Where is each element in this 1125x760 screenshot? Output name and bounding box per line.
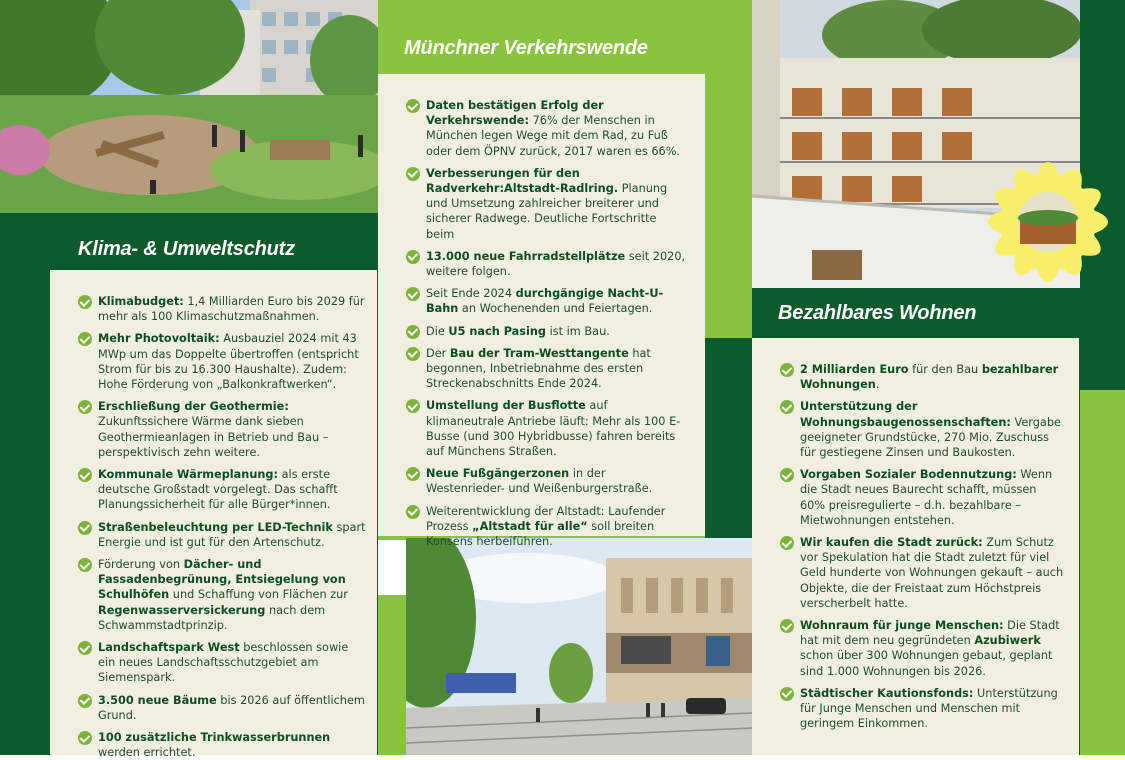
list-item bbox=[780, 535, 1065, 611]
list-item-fragment: spart Energie und ist gut für den Artenschutz. bbox=[98, 520, 366, 549]
list-item-text bbox=[426, 324, 610, 339]
list-item-fragment: werden errichtet. bbox=[98, 746, 196, 760]
list-item-emphasis: bezahlbarer Wohnungen bbox=[800, 363, 1059, 392]
check-icon bbox=[78, 731, 92, 745]
list-item-emphasis: durchgängige Nacht-U-Bahn bbox=[426, 287, 664, 316]
check-icon bbox=[78, 641, 92, 655]
list-item-text bbox=[426, 249, 687, 279]
check-icon bbox=[780, 536, 794, 550]
list-item-emphasis: Umstellung der Busflotte bbox=[426, 399, 586, 413]
list-item-text bbox=[98, 693, 367, 723]
list-item bbox=[406, 249, 687, 279]
list-item-fragment: Weiterentwicklung der Altstadt: Laufender Prozess bbox=[426, 504, 666, 533]
list-item-emphasis: Vorgaben Sozialer Bodennutzung: bbox=[800, 468, 1017, 482]
list-item-emphasis: Mehr Photovoltaik: bbox=[98, 332, 220, 346]
list-item-fragment: Planung und Umsetzung zahlreicher breiterer und sicherer Radwege. Deutliche Fortschritte beim bbox=[426, 182, 668, 241]
climate-list bbox=[78, 294, 367, 760]
list-item-text bbox=[800, 618, 1065, 679]
list-item-text bbox=[426, 346, 687, 392]
list-item-fragment: Der bbox=[426, 346, 450, 360]
list-item bbox=[406, 286, 687, 316]
list-item bbox=[78, 399, 367, 460]
list-item-text bbox=[98, 331, 367, 392]
list-item bbox=[406, 166, 687, 242]
list-item-fragment: schon über 300 Wohnungen gebaut, geplant sind 1.000 Wohnungen bis 2026. bbox=[800, 649, 1053, 678]
list-item-emphasis: Städtischer Kautionsfonds: bbox=[800, 686, 974, 700]
list-item-emphasis: 13.000 neue Fahrradstellplätze bbox=[426, 249, 626, 263]
list-item-text bbox=[800, 362, 1065, 392]
list-item-emphasis: Erschließung der Geothermie: bbox=[98, 400, 289, 414]
list-item-emphasis: 3.500 neue Bäume bbox=[98, 693, 217, 707]
list-item bbox=[78, 520, 367, 550]
list-item-emphasis: Straßenbeleuchtung per LED-Technik bbox=[98, 520, 333, 534]
check-icon bbox=[406, 325, 420, 339]
sunflower-logo bbox=[968, 140, 1125, 310]
list-item bbox=[78, 294, 367, 324]
traffic-bg-lower bbox=[378, 595, 406, 755]
list-item-text bbox=[800, 467, 1065, 528]
list-item-text bbox=[800, 399, 1065, 460]
list-item-fragment: Zukunftssichere Wärme dank sieben Geothermieanlagen in Betrieb und Bau – perspektivisch zehn weitere. bbox=[98, 415, 329, 459]
list-item bbox=[78, 331, 367, 392]
list-item bbox=[406, 98, 687, 159]
list-item-emphasis: Bau der Tram-Westtangente bbox=[449, 346, 629, 360]
housing-title: Bezahlbares Wohnen bbox=[778, 302, 977, 324]
check-icon bbox=[78, 332, 92, 346]
housing-panel bbox=[752, 338, 1079, 755]
list-item bbox=[78, 640, 367, 686]
check-icon bbox=[780, 468, 794, 482]
list-item-text bbox=[98, 294, 367, 324]
list-item-fragment: 1,4 Milliarden Euro bis 2029 für mehr als 100 Klimaschutzmaßnahmen. bbox=[98, 295, 365, 324]
list-item-fragment: bis 2026 auf öffentlichem Grund. bbox=[98, 693, 365, 722]
list-item bbox=[78, 557, 367, 633]
tram-square-photo bbox=[406, 538, 752, 755]
traffic-panel bbox=[378, 74, 705, 549]
list-item-fragment: als erste deutsche Großstadt vorgelegt. Das schafft Planungssicherheit für alle Bürger*innen. bbox=[98, 468, 338, 512]
list-item-fragment: und Schaffung von Flächen zur bbox=[169, 588, 348, 602]
list-item-fragment: nach dem Schwammstadtprinzip. bbox=[98, 603, 326, 632]
list-item bbox=[406, 398, 687, 459]
list-item-emphasis: Dächer- und Fassadenbegrünung, Entsiegelung von Schulhöfen bbox=[98, 558, 346, 602]
traffic-list bbox=[406, 98, 687, 549]
check-icon bbox=[78, 400, 92, 414]
list-item-text bbox=[426, 466, 687, 496]
check-icon bbox=[406, 99, 420, 113]
list-item-fragment: Förderung von bbox=[98, 558, 184, 572]
list-item-text bbox=[98, 399, 367, 460]
list-item-fragment: Unterstützung für Junge Menschen und Menschen mit geringem Einkommen. bbox=[800, 686, 1058, 731]
check-icon bbox=[406, 167, 420, 181]
list-item-text bbox=[426, 98, 687, 159]
list-item-text bbox=[426, 504, 687, 550]
list-item-fragment: Ausbauziel 2024 mit 43 MWp um das Doppelte übertroffen (entspricht Strom für bis zu 16.300 Haushalte). Zudem: Hohe Förderung von „Balkonkraftwerken“. bbox=[98, 332, 359, 392]
list-item-text bbox=[98, 557, 367, 633]
list-item-fragment: soll breiten Konsens herbeiführen. bbox=[426, 519, 655, 549]
check-icon bbox=[78, 694, 92, 708]
list-item-emphasis: Daten bestätigen Erfolg der Verkehrswende: bbox=[426, 99, 604, 128]
list-item-text bbox=[426, 166, 687, 242]
list-item-text bbox=[98, 640, 367, 686]
list-item-emphasis: „Altstadt für alle“ bbox=[472, 519, 588, 533]
list-item-emphasis: Regenwasserversickerung bbox=[98, 603, 266, 617]
list-item-text bbox=[800, 686, 1065, 732]
check-icon bbox=[406, 347, 420, 361]
list-item-fragment: 76% der Menschen in München legen Wege mit dem Rad, zu Fuß oder dem ÖPNV zurück, 2017 waren es 66%. bbox=[426, 114, 681, 158]
list-item bbox=[780, 399, 1065, 460]
list-item bbox=[780, 467, 1065, 528]
list-item-fragment: Zum Schutz vor Spekulation hat die Stadt zuletzt für viel Geld hunderte von Wohnungen gekauft – auch Objekte, die der Freistaat zum Höchstpreis verscherbelt hatte. bbox=[800, 536, 1064, 610]
check-icon bbox=[780, 619, 794, 633]
list-item-fragment: an Wochenenden und Feiertagen. bbox=[458, 302, 653, 316]
list-item-emphasis: U5 nach Pasing bbox=[448, 324, 547, 338]
check-icon bbox=[780, 400, 794, 414]
list-item bbox=[78, 467, 367, 513]
housing-list bbox=[780, 362, 1065, 731]
list-item-emphasis: Verbesserungen für den Radverkehr: bbox=[426, 166, 580, 196]
list-item bbox=[406, 346, 687, 392]
check-icon bbox=[406, 505, 420, 519]
list-item-fragment: Seit Ende 2024 bbox=[426, 287, 516, 301]
list-item-emphasis: Klimabudget: bbox=[98, 295, 184, 308]
check-icon bbox=[78, 521, 92, 535]
check-icon bbox=[780, 687, 794, 701]
list-item-emphasis: Wir kaufen die Stadt zurück: bbox=[800, 536, 983, 550]
list-item-fragment: Wenn die Stadt neues Baurecht schafft, müssen 60% preisregulierte – d.h. bezahlbare – Mietwohnungen entstehen. bbox=[800, 468, 1053, 527]
list-item-text bbox=[98, 730, 367, 760]
list-item-fragment: Vergabe geeigneter Grundstücke, 270 Mio. Zuschuss für gestiegene Zinsen und Baukosten. bbox=[800, 415, 1061, 460]
traffic-title: Münchner Verkehrswende bbox=[404, 37, 648, 59]
list-item-emphasis: Neue Fußgängerzonen bbox=[426, 467, 570, 481]
list-item bbox=[78, 693, 367, 723]
check-icon bbox=[78, 558, 92, 572]
check-icon bbox=[78, 468, 92, 482]
list-item-fragment: Die bbox=[426, 324, 449, 338]
list-item-text bbox=[800, 535, 1065, 611]
list-item-emphasis: 2 Milliarden Euro bbox=[800, 363, 909, 376]
list-item-fragment: für den Bau bbox=[908, 363, 982, 376]
green-strip bbox=[705, 338, 752, 538]
list-item bbox=[780, 618, 1065, 679]
list-item bbox=[406, 504, 687, 550]
list-item-fragment: . bbox=[875, 378, 880, 392]
check-icon bbox=[406, 467, 420, 481]
list-item bbox=[780, 686, 1065, 732]
list-item-text bbox=[426, 398, 687, 459]
list-item-text bbox=[98, 467, 367, 513]
list-item-fragment: beschlossen sowie ein neues Landschaftsschutzgebiet am Siemenspark. bbox=[98, 641, 349, 685]
list-item-emphasis: Unterstützung der Wohnungsbaugenossenschaften: bbox=[800, 400, 1011, 429]
list-item bbox=[406, 324, 687, 339]
park-photo bbox=[0, 0, 378, 213]
check-icon bbox=[406, 250, 420, 264]
check-icon bbox=[406, 399, 420, 413]
list-item bbox=[406, 466, 687, 496]
list-item-fragment: auf klimaneutrale Antriebe läuft: Mehr als 100 E-Busse (und 300 Hybridbusse) fahren bereits auf Münchens Straßen. bbox=[426, 399, 681, 459]
right-lime-strip bbox=[1080, 390, 1125, 755]
list-item bbox=[780, 362, 1065, 392]
check-icon bbox=[780, 363, 794, 377]
list-item-fragment: ist im Bau. bbox=[546, 324, 610, 338]
list-item-fragment: Die Stadt hat mit dem neu gegründeten bbox=[800, 619, 1060, 648]
check-icon bbox=[406, 287, 420, 301]
list-item-emphasis: Altstadt-Radlring. bbox=[504, 182, 619, 196]
list-item bbox=[78, 730, 367, 760]
list-item-emphasis: Wohnraum für junge Menschen: bbox=[800, 619, 1004, 633]
list-item-emphasis: 100 zusätzliche Trinkwasserbrunnen bbox=[98, 731, 331, 745]
climate-panel bbox=[50, 270, 377, 760]
list-item-fragment: in der Westenrieder- und Weißenburgerstraße. bbox=[426, 467, 653, 496]
check-icon bbox=[78, 295, 92, 309]
climate-title: Klima- & Umweltschutz bbox=[78, 238, 295, 260]
list-item-text bbox=[98, 520, 367, 550]
list-item-emphasis: Landschaftspark West bbox=[98, 641, 240, 655]
list-item-text bbox=[426, 286, 687, 316]
list-item-fragment: hat begonnen, Inbetriebnahme des ersten Streckenabschnitts Ende 2024. bbox=[426, 346, 651, 391]
list-item-fragment: seit 2020, weitere folgen. bbox=[426, 249, 686, 279]
list-item-emphasis: Azubiwerk bbox=[974, 634, 1041, 648]
list-item-emphasis: Kommunale Wärmeplanung: bbox=[98, 468, 279, 482]
